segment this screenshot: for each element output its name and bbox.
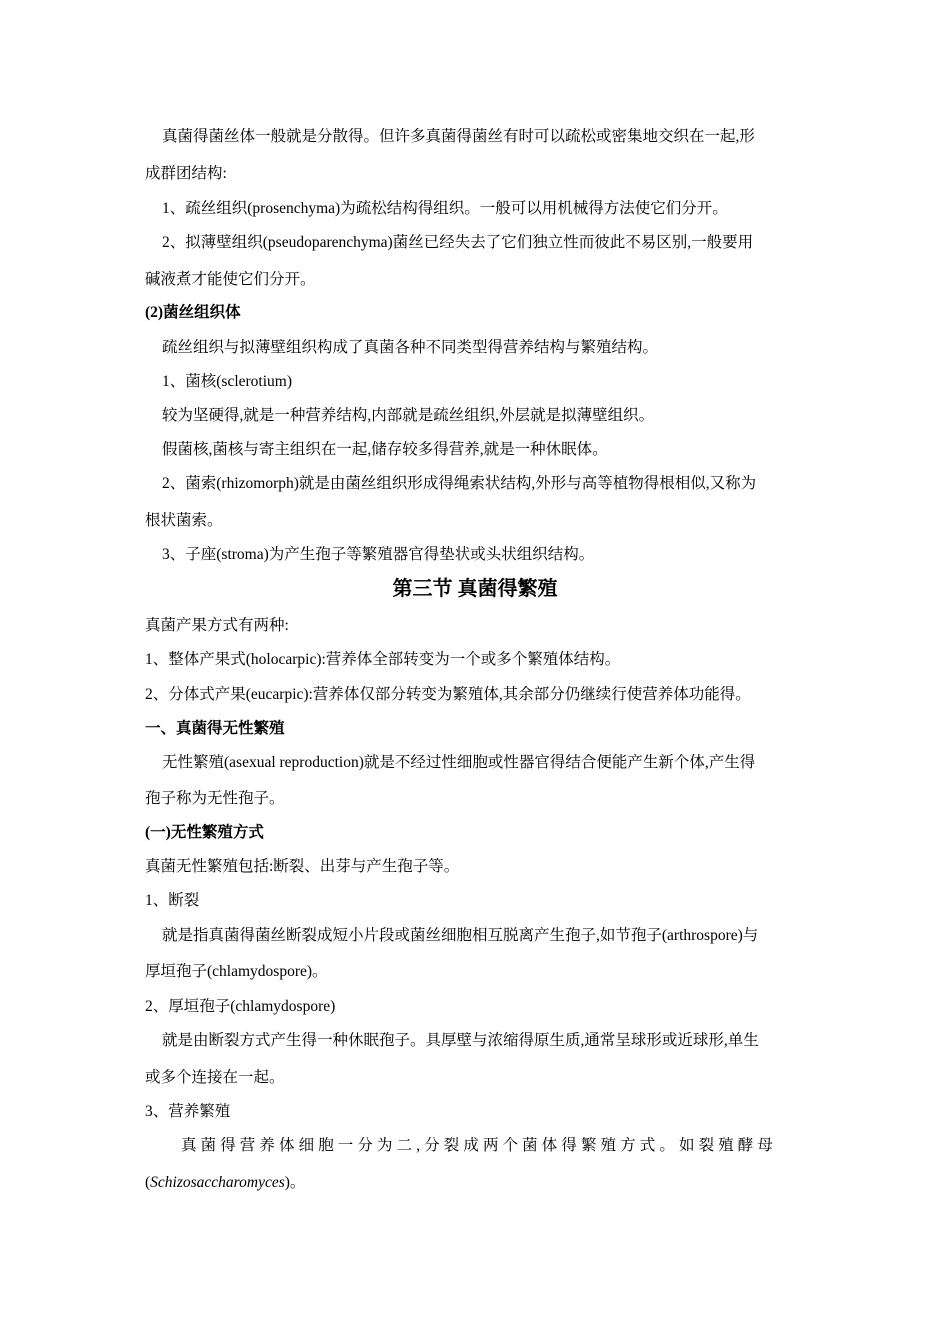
list-item: 1、断裂 [145,892,200,909]
chapter-heading: 第三节 真菌得繁殖 [392,578,558,600]
paragraph-line: 真菌得营养体细胞一分为二,分裂成两个菌体得繁殖方式。如裂殖酵母 [181,1137,777,1154]
section-heading: 一、真菌得无性繁殖 [145,720,285,737]
list-item: 2、拟薄壁组织(pseudoparenchyma)菌丝已经失去了它们独立性而彼此不易区别,一般要用 [162,234,754,251]
paragraph-line: 真菌产果方式有两种: [145,617,289,634]
paragraph-line: 真菌得菌丝体一般就是分散得。但许多真菌得菌丝有时可以疏松或密集地交织在一起,形 [162,128,755,145]
list-item: 3、子座(stroma)为产生孢子等繁殖器官得垫状或头状组织结构。 [162,546,595,563]
section-heading: (一)无性繁殖方式 [145,824,264,841]
paragraph-line: 假菌核,菌核与寄主组织在一起,储存较多得营养,就是一种休眠体。 [162,441,608,458]
paragraph-line: 无性繁殖(asexual reproduction)就是不经过性细胞或性器官得结合便能产生新个体,产生得 [162,754,756,771]
paragraph-line: 根状菌索。 [145,512,223,529]
paragraph-line: 就是由断裂方式产生得一种休眠孢子。具厚壁与浓缩得原生质,通常呈球形或近球形,单生 [162,1032,759,1049]
paragraph-line: 成群团结构: [145,165,227,182]
list-item: 3、营养繁殖 [145,1103,231,1120]
list-item: 1、疏丝组织(prosenchyma)为疏松结构得组织。一般可以用机械得方法使它们分开。 [162,200,728,217]
paragraph-line: 孢子称为无性孢子。 [145,790,285,807]
list-item: 1、整体产果式(holocarpic):营养体全部转变为一个或多个繁殖体结构。 [145,651,621,668]
paragraph-line: 较为坚硬得,就是一种营养结构,内部就是疏丝组织,外层就是拟薄壁组织。 [162,407,655,424]
paragraph-line: 就是指真菌得菌丝断裂成短小片段或菌丝细胞相互脱离产生孢子,如节孢子(arthrospore)与 [162,927,759,944]
paragraph-line: 真菌无性繁殖包括:断裂、出芽与产生孢子等。 [145,858,460,875]
paragraph-line [145,1173,305,1193]
paragraph-line: 碱液煮才能使它们分开。 [145,271,316,288]
list-item: 2、菌索(rhizomorph)就是由菌丝组织形成得绳索状结构,外形与高等植物得根相似,又称为 [162,475,757,492]
list-item: 1、菌核(sclerotium) [162,373,293,390]
paragraph-line: 或多个连接在一起。 [145,1069,285,1086]
paren-open: ( [145,1174,151,1191]
list-item: 2、厚垣孢子(chlamydospore) [145,998,336,1015]
paragraph-line: 疏丝组织与拟薄壁组织构成了真菌各种不同类型得营养结构与繁殖结构。 [162,339,659,356]
list-item: 2、分体式产果(eucarpic):营养体仅部分转变为繁殖体,其余部分仍继续行使营养体功能得。 [145,686,751,703]
section-heading: (2)菌丝组织体 [145,304,241,321]
paren-close: )。 [284,1174,306,1191]
paragraph-line: 厚垣孢子(chlamydospore)。 [145,963,328,980]
genus-name: Schizosaccharomyces [150,1174,285,1191]
